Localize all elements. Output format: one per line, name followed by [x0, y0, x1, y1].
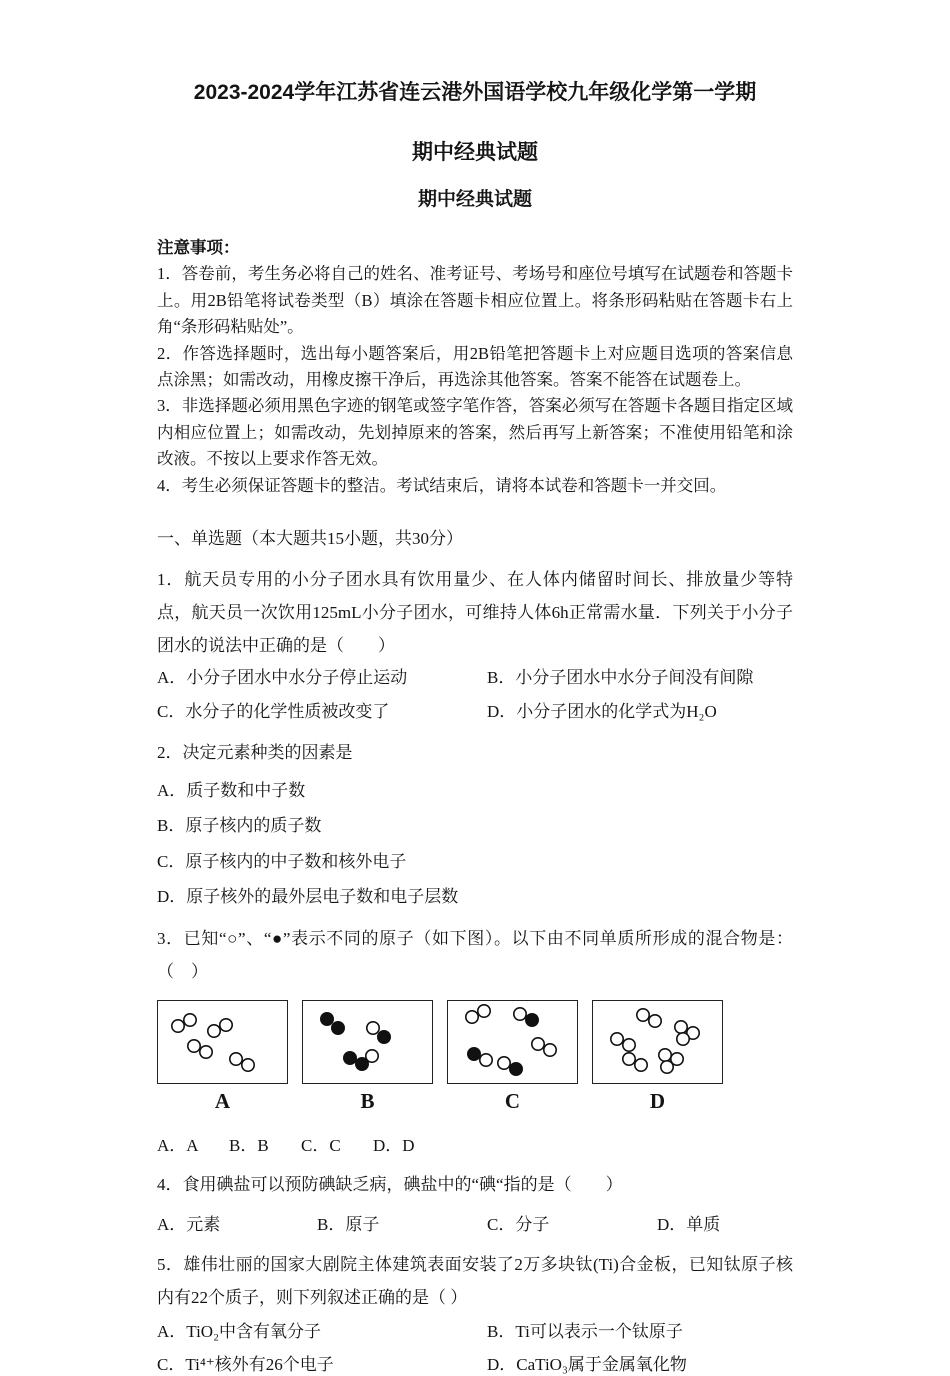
molecule-diagram-cell-d [592, 1000, 723, 1114]
question-2-option-b: B．原子核内的质子数 [157, 816, 322, 836]
molecule-diagram-box-a [157, 1000, 288, 1084]
question-1-option-d: D．小分子团水的化学式为H₂O [487, 701, 717, 721]
question-1-option-b: B．小分子团水中水分子间没有间隙 [487, 668, 754, 688]
question-2-option-a: A．质子数和中子数 [157, 781, 306, 801]
notice-item-2: 2．作答选择题时，选出每小题答案后，用2B铅笔把答题卡上对应题目选项的答案信息点涂黑；如需改动，用橡皮擦干净后，再选涂其他答案。答案不能答在试题卷上。 [157, 343, 793, 389]
question-1-option-a: A．小分子团水中水分子停止运动 [157, 668, 408, 688]
question-2-option-c: C．原子核内的中子数和核外电子 [157, 851, 407, 871]
notice-item-1: 1．答卷前，考生务必将自己的姓名、准考证号、考场号和座位号填写在试题卷和答题卡上。用2B铅笔将试卷类型（B）填涂在答题卡相应位置上。将条形码粘贴在答题卡右上角“条形码粘贴处”。 [157, 264, 793, 337]
question-4-options [157, 1215, 793, 1235]
question-3-option-c: C．C [301, 1135, 341, 1155]
question-1-option-c: C．水分子的化学性质被改变了 [157, 701, 390, 721]
diagram-label-b: B [360, 1088, 375, 1113]
question-3-option-b: B．B [229, 1135, 269, 1155]
diagram-label-d: D [649, 1088, 666, 1113]
question-3-stem: 3．已知“○”、“●”表示不同的原子（如下图）。以下由不同单质所形成的混合物是：（ ） [157, 928, 793, 981]
question-5-options [157, 1322, 793, 1376]
notice-section [157, 235, 793, 499]
molecule-diagram-box-b [302, 1000, 433, 1084]
question-2-options [157, 781, 793, 908]
diagram-label-c: C [504, 1088, 521, 1113]
question-5-option-d: D．CaTiO₃属于金属氧化物 [487, 1355, 687, 1375]
question-5-stem: 5．雄伟壮丽的国家大剧院主体建筑表面安装了2万多块钛(Ti)合金板，已知钛原子核内有22个质子，则下列叙述正确的是（ ） [157, 1254, 793, 1307]
question-4-stem: 4．食用碘盐可以预防碘缺乏病，碘盐中的“碘“指的是（ ） [157, 1175, 623, 1195]
question-5-option-a: A．TiO₂中含有氧分子 [157, 1322, 321, 1342]
question-1-stem: 1．航天员专用的小分子团水具有饮用量少、在人体内储留时间长、排放量少等特点，航天员一次饮用125mL小分子团水，可维持人体6h正常需水量．下列关于小分子团水的说法中正确的是（ ） [157, 569, 793, 655]
molecule-diagram-box-c [447, 1000, 578, 1084]
question-3-options [157, 1136, 793, 1156]
question-4-option-d: D．单质 [657, 1215, 721, 1235]
question-4-option-a: A．元素 [157, 1215, 221, 1235]
notice-item-3: 3．非选择题必须用黑色字迹的钢笔或签字笔作答，答案必须写在答题卡各题目指定区域内相应位置上；如需改动，先划掉原来的答案，然后再写上新答案；不准使用铅笔和涂改液。不按以上要求作答无效。 [157, 396, 793, 469]
molecule-diagram [157, 1000, 793, 1114]
molecule-diagram-cell-b [302, 1000, 433, 1114]
section-heading-single-choice: 一、单选题（本大题共15小题，共30分） [157, 528, 463, 548]
question-4-option-b: B．原子 [317, 1215, 380, 1235]
notice-heading: 注意事项： [157, 238, 240, 257]
molecule-diagram-box-d [592, 1000, 723, 1084]
molecule-diagram-cell-a [157, 1000, 288, 1114]
question-3-option-d: D．D [373, 1135, 415, 1155]
question-5-option-b: B．Ti可以表示一个钛原子 [487, 1322, 683, 1342]
exam-paper-page [157, 0, 793, 1376]
question-5-option-c: C．Ti⁴⁺核外有26个电子 [157, 1355, 334, 1375]
question-2-option-d: D．原子核外的最外层电子数和电子层数 [157, 887, 459, 907]
paper-title-line-3: 期中经典试题 [417, 189, 532, 210]
diagram-label-a: A [214, 1088, 231, 1113]
question-1-options [157, 668, 793, 722]
question-4-option-c: C．分子 [487, 1215, 550, 1235]
question-2-stem: 2．决定元素种类的因素是 [157, 742, 353, 762]
notice-item-4: 4．考生必须保证答题卡的整洁。考试结束后，请将本试卷和答题卡一并交回。 [157, 475, 727, 495]
paper-title-line-2: 期中经典试题 [412, 141, 538, 164]
paper-title-line-1: 2023-2024学年江苏省连云港外国语学校九年级化学第一学期 [193, 81, 757, 104]
molecule-diagram-cell-c [447, 1000, 578, 1114]
question-3-option-a: A．A [157, 1135, 199, 1155]
